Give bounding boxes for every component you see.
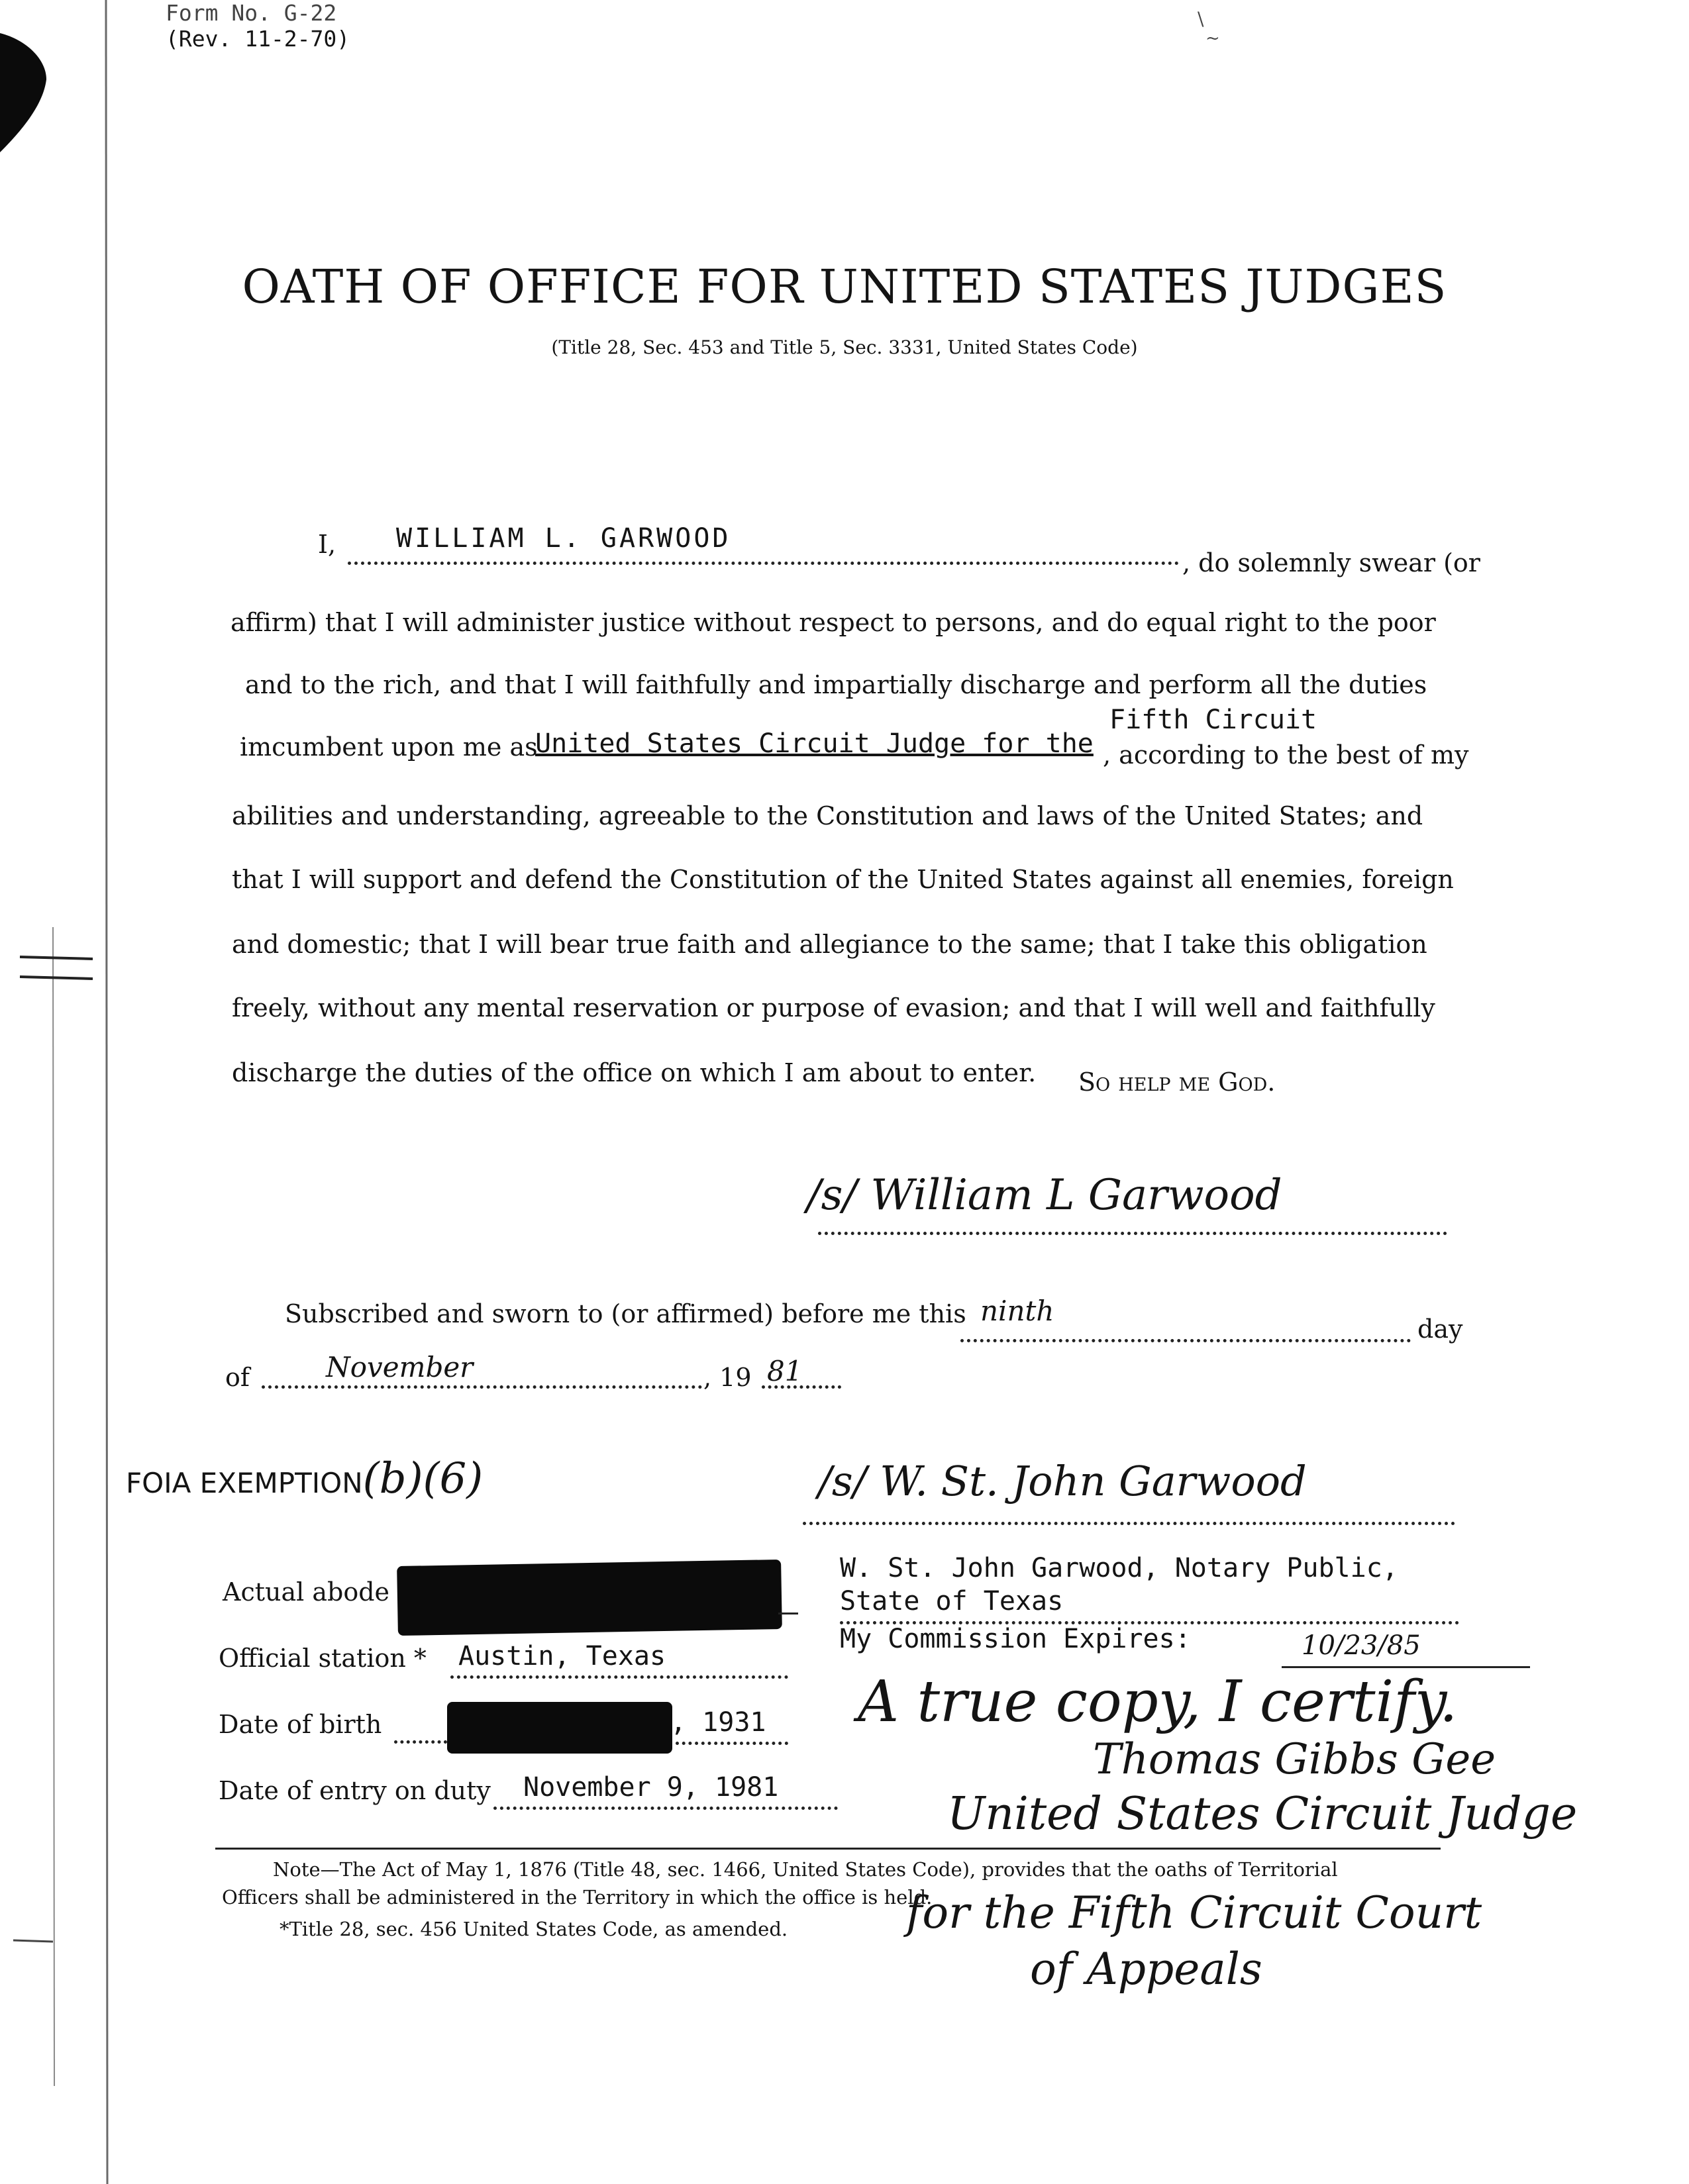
notary-signature: /s/ W. St. John Garwood xyxy=(818,1457,1307,1505)
birth-redaction xyxy=(447,1702,672,1754)
margin-tick xyxy=(13,1940,53,1942)
form-number-text: Form No. G-22 xyxy=(166,0,337,26)
day-line xyxy=(960,1339,1411,1342)
oath-closing: So help me God. xyxy=(1078,1067,1276,1097)
margin-line-2 xyxy=(53,927,54,2086)
oath-line-7: and domestic; that I will bear true faith and allegiance to the same; that I take this obligation xyxy=(232,930,1427,959)
notary-name: W. St. John Garwood, Notary Public, xyxy=(840,1553,1398,1583)
oath-line-8: freely, without any mental reservation or purpose of evasion; and that I will well and faithfully xyxy=(232,993,1435,1022)
station-field: Austin, Texas xyxy=(458,1641,666,1671)
birth-line-right xyxy=(676,1742,788,1745)
entry-field: November 9, 1981 xyxy=(523,1772,779,1803)
oath-line-9: discharge the duties of the office on which I am about to enter. xyxy=(232,1058,1037,1087)
judge-signature-line xyxy=(818,1232,1447,1235)
certification-line-4: of Appeals xyxy=(1030,1944,1262,1995)
page-title: OATH OF OFFICE FOR UNITED STATES JUDGES xyxy=(242,260,1447,314)
oath-line-5: abilities and understanding, agreeable to the Constitution and laws of the United States; and xyxy=(232,801,1423,830)
commission-label: My Commission Expires: xyxy=(840,1624,1191,1654)
judge-signature: /s/ William L Garwood xyxy=(807,1171,1282,1220)
oath-line-4-end: , according to the best of my xyxy=(1103,740,1469,769)
year-field: 81 xyxy=(767,1355,803,1387)
note-line-1: Note—The Act of May 1, 1876 (Title 48, sec. 1466, United States Code), provides that the oaths of Territorial xyxy=(273,1858,1338,1881)
oath-line-1-end: , do solemnly swear (or xyxy=(1182,548,1480,577)
of-label: of xyxy=(225,1363,250,1392)
abode-redaction xyxy=(397,1560,782,1636)
certification-signature: Thomas Gibbs Gee xyxy=(1093,1735,1496,1784)
foia-code: (b)(6) xyxy=(362,1454,484,1503)
footnote: *Title 28, sec. 456 United States Code, as amended. xyxy=(280,1918,788,1940)
note-line-2: Officers shall be administered in the Territory in which the office is held. xyxy=(222,1886,933,1909)
day-field: ninth xyxy=(980,1295,1054,1327)
certification-line-3: for the Fifth Circuit Court xyxy=(906,1887,1482,1938)
abode-label: Actual abode xyxy=(223,1577,390,1607)
commission-value: 10/23/85 xyxy=(1302,1630,1421,1661)
certification-line-2: United States Circuit Judge xyxy=(947,1788,1578,1840)
foia-stamp xyxy=(126,1454,483,1503)
form-number xyxy=(166,0,350,52)
month-line xyxy=(262,1385,702,1389)
station-line xyxy=(450,1675,788,1679)
binder-hole-mark xyxy=(0,33,46,152)
year-prefix: , 19 xyxy=(703,1363,752,1392)
name-line xyxy=(348,562,1179,565)
scan-speck: \ xyxy=(1198,8,1204,30)
subscription-lead: Subscribed and sworn to (or affirmed) before me this xyxy=(285,1299,966,1328)
birth-label: Date of birth xyxy=(219,1710,382,1739)
entry-line xyxy=(493,1807,838,1810)
abode-line xyxy=(778,1613,798,1614)
oath-lead: I, xyxy=(318,530,336,559)
judge-name-field: WILLIAM L. GARWOOD xyxy=(396,523,731,554)
birth-line-left xyxy=(394,1740,447,1744)
office-insert-field: Fifth Circuit xyxy=(1109,705,1317,735)
notary-state: State of Texas xyxy=(840,1586,1064,1616)
day-label: day xyxy=(1417,1315,1463,1344)
notary-signature-line xyxy=(803,1522,1455,1525)
oath-line-2: affirm) that I will administer justice without respect to persons, and do equal right to the poor xyxy=(230,608,1436,637)
foia-label: FOIA EXEMPTION xyxy=(126,1467,363,1499)
entry-label: Date of entry on duty xyxy=(219,1776,491,1805)
page-subtitle: (Title 28, Sec. 453 and Title 5, Sec. 3331, United States Code) xyxy=(551,336,1138,358)
form-revision: (Rev. 11-2-70) xyxy=(166,26,350,52)
notes-rule xyxy=(215,1848,1441,1850)
margin-line xyxy=(106,0,107,2184)
oath-line-4-start: imcumbent upon me as xyxy=(240,732,538,762)
oath-line-3: and to the rich, and that I will faithfully and impartially discharge and perform all the duties xyxy=(245,670,1427,699)
margin-tick xyxy=(20,957,93,959)
month-field: November xyxy=(326,1351,474,1383)
office-field: United States Circuit Judge for the xyxy=(535,728,1094,759)
certification-line-1: A true copy, I certify. xyxy=(858,1669,1458,1735)
year-line xyxy=(762,1385,841,1389)
margin-tick xyxy=(20,977,93,979)
scan-speck: ~ xyxy=(1205,28,1220,48)
station-label: Official station * xyxy=(219,1644,427,1673)
oath-line-6: that I will support and defend the Constitution of the United States against all enemies, foreign xyxy=(232,865,1454,894)
birth-year-field: , 1931 xyxy=(670,1707,766,1738)
commission-line xyxy=(1282,1666,1530,1668)
